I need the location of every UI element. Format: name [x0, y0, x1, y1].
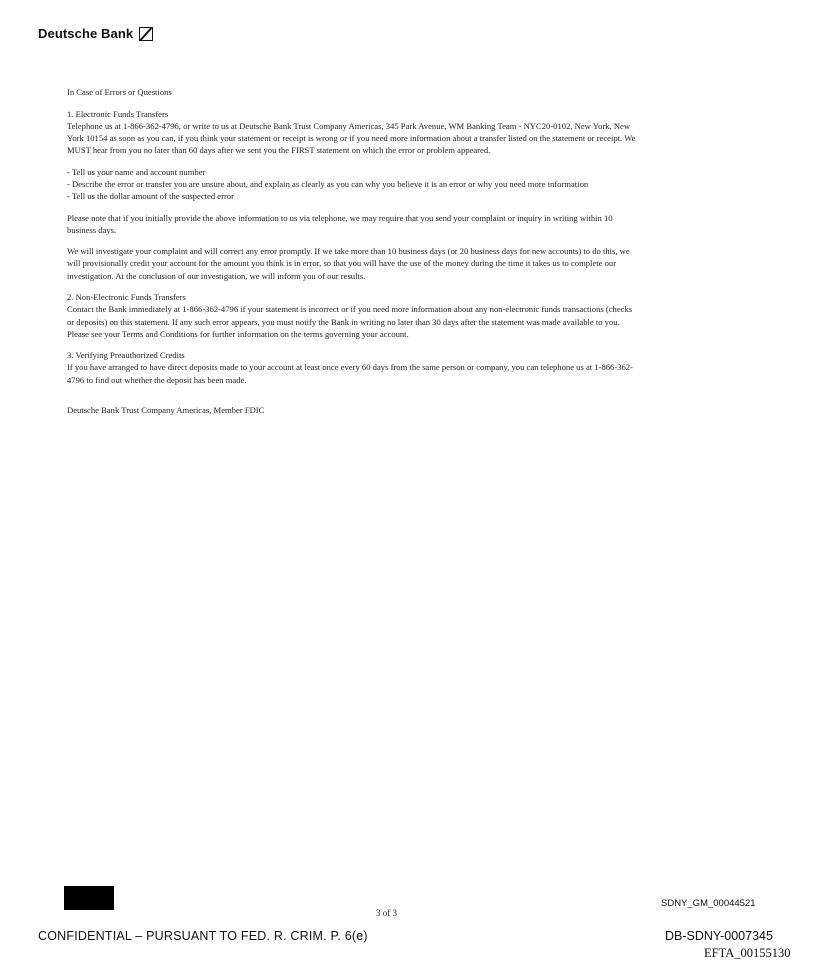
- statement-notice: [67, 86, 637, 425]
- bullet-item: - Tell us the dollar amount of the suspected error: [67, 191, 235, 202]
- logo-text: Deutsche Bank: [38, 26, 134, 41]
- bates-number-top: SDNY_GM_00044521: [661, 898, 756, 909]
- section-non-electronic-title: 2. Non-Electronic Funds Transfers: [67, 292, 186, 303]
- efta-number: EFTA_00155130: [704, 946, 791, 960]
- bullet-item: - Tell us your name and account number: [67, 166, 206, 177]
- section-electronic-title: 1. Electronic Funds Transfers: [67, 108, 169, 119]
- page-number: 3 of 3: [376, 908, 397, 918]
- section-preauthorized: [67, 349, 637, 386]
- confidential-footer: CONFIDENTIAL – PURSUANT TO FED. R. CRIM. P. 6(e): [38, 929, 368, 943]
- member-fdic-line: Deutsche Bank Trust Company Americas, Member FDIC: [67, 404, 265, 415]
- investigation-paragraph: We will investigate your complaint and will correct any error promptly. If we take more than 10 business days (or 20 business days for new accounts) to do this, we will provisionally credit your account for the amount you think is in error, so that you will have the use of the money during the time it takes us to complete our investigation. At the conclusion of our investigation, we will inform you of our results.: [67, 246, 630, 281]
- logo-slash-icon: [139, 27, 153, 41]
- notice-heading: In Case of Errors or Questions: [67, 87, 172, 97]
- section-preauthorized-title: 3. Verifying Preauthorized Credits: [67, 350, 185, 361]
- section-non-electronic-body: Contact the Bank immediately at 1-866-362-4796 if your statement is incorrect or if you need more information about any non-electronic funds transactions (checks or deposits) on this statement. If any such error appears, you must notify the Bank in writing no later than 30 days after the statement was made available to you. Please see your Terms and Conditions for further information on the terms governing your account.: [67, 304, 633, 339]
- section-electronic-body: Telephone us at 1-866-362-4796, or write to us at Deutsche Bank Trust Company Americas, 345 Park Avenue, WM Banking Team - NYC20-0102, New York, New York 10154 as soon as you can, if you think your statement or receipt is wrong or if you need more information about a transfer listed on the statement or receipt. We MUST hear from you no later than 60 days after we sent you the FIRST statement on which the error or problem appeared.: [67, 120, 636, 156]
- redaction-block: [64, 886, 114, 910]
- telephone-note: Please note that if you initially provide the above information to us via telephone, we may require that you send your complaint or inquiry in writing within 10 business days.: [67, 212, 613, 235]
- bank-logo: [38, 26, 153, 41]
- section-preauthorized-body: If you have arranged to have direct deposits made to your account at least once every 60 days from the same person or company, you can telephone us at 1-866-362-4796 to find out whether the deposit has been made.: [67, 362, 633, 385]
- section-non-electronic: [67, 291, 637, 340]
- bates-number-bottom: DB-SDNY-0007345: [665, 929, 773, 943]
- bullet-item: - Describe the error or transfer you are unsure about, and explain as clearly as you can why you believe it is an error or why you need more information: [67, 178, 589, 189]
- bullet-list: [67, 166, 637, 203]
- section-electronic: [67, 108, 637, 157]
